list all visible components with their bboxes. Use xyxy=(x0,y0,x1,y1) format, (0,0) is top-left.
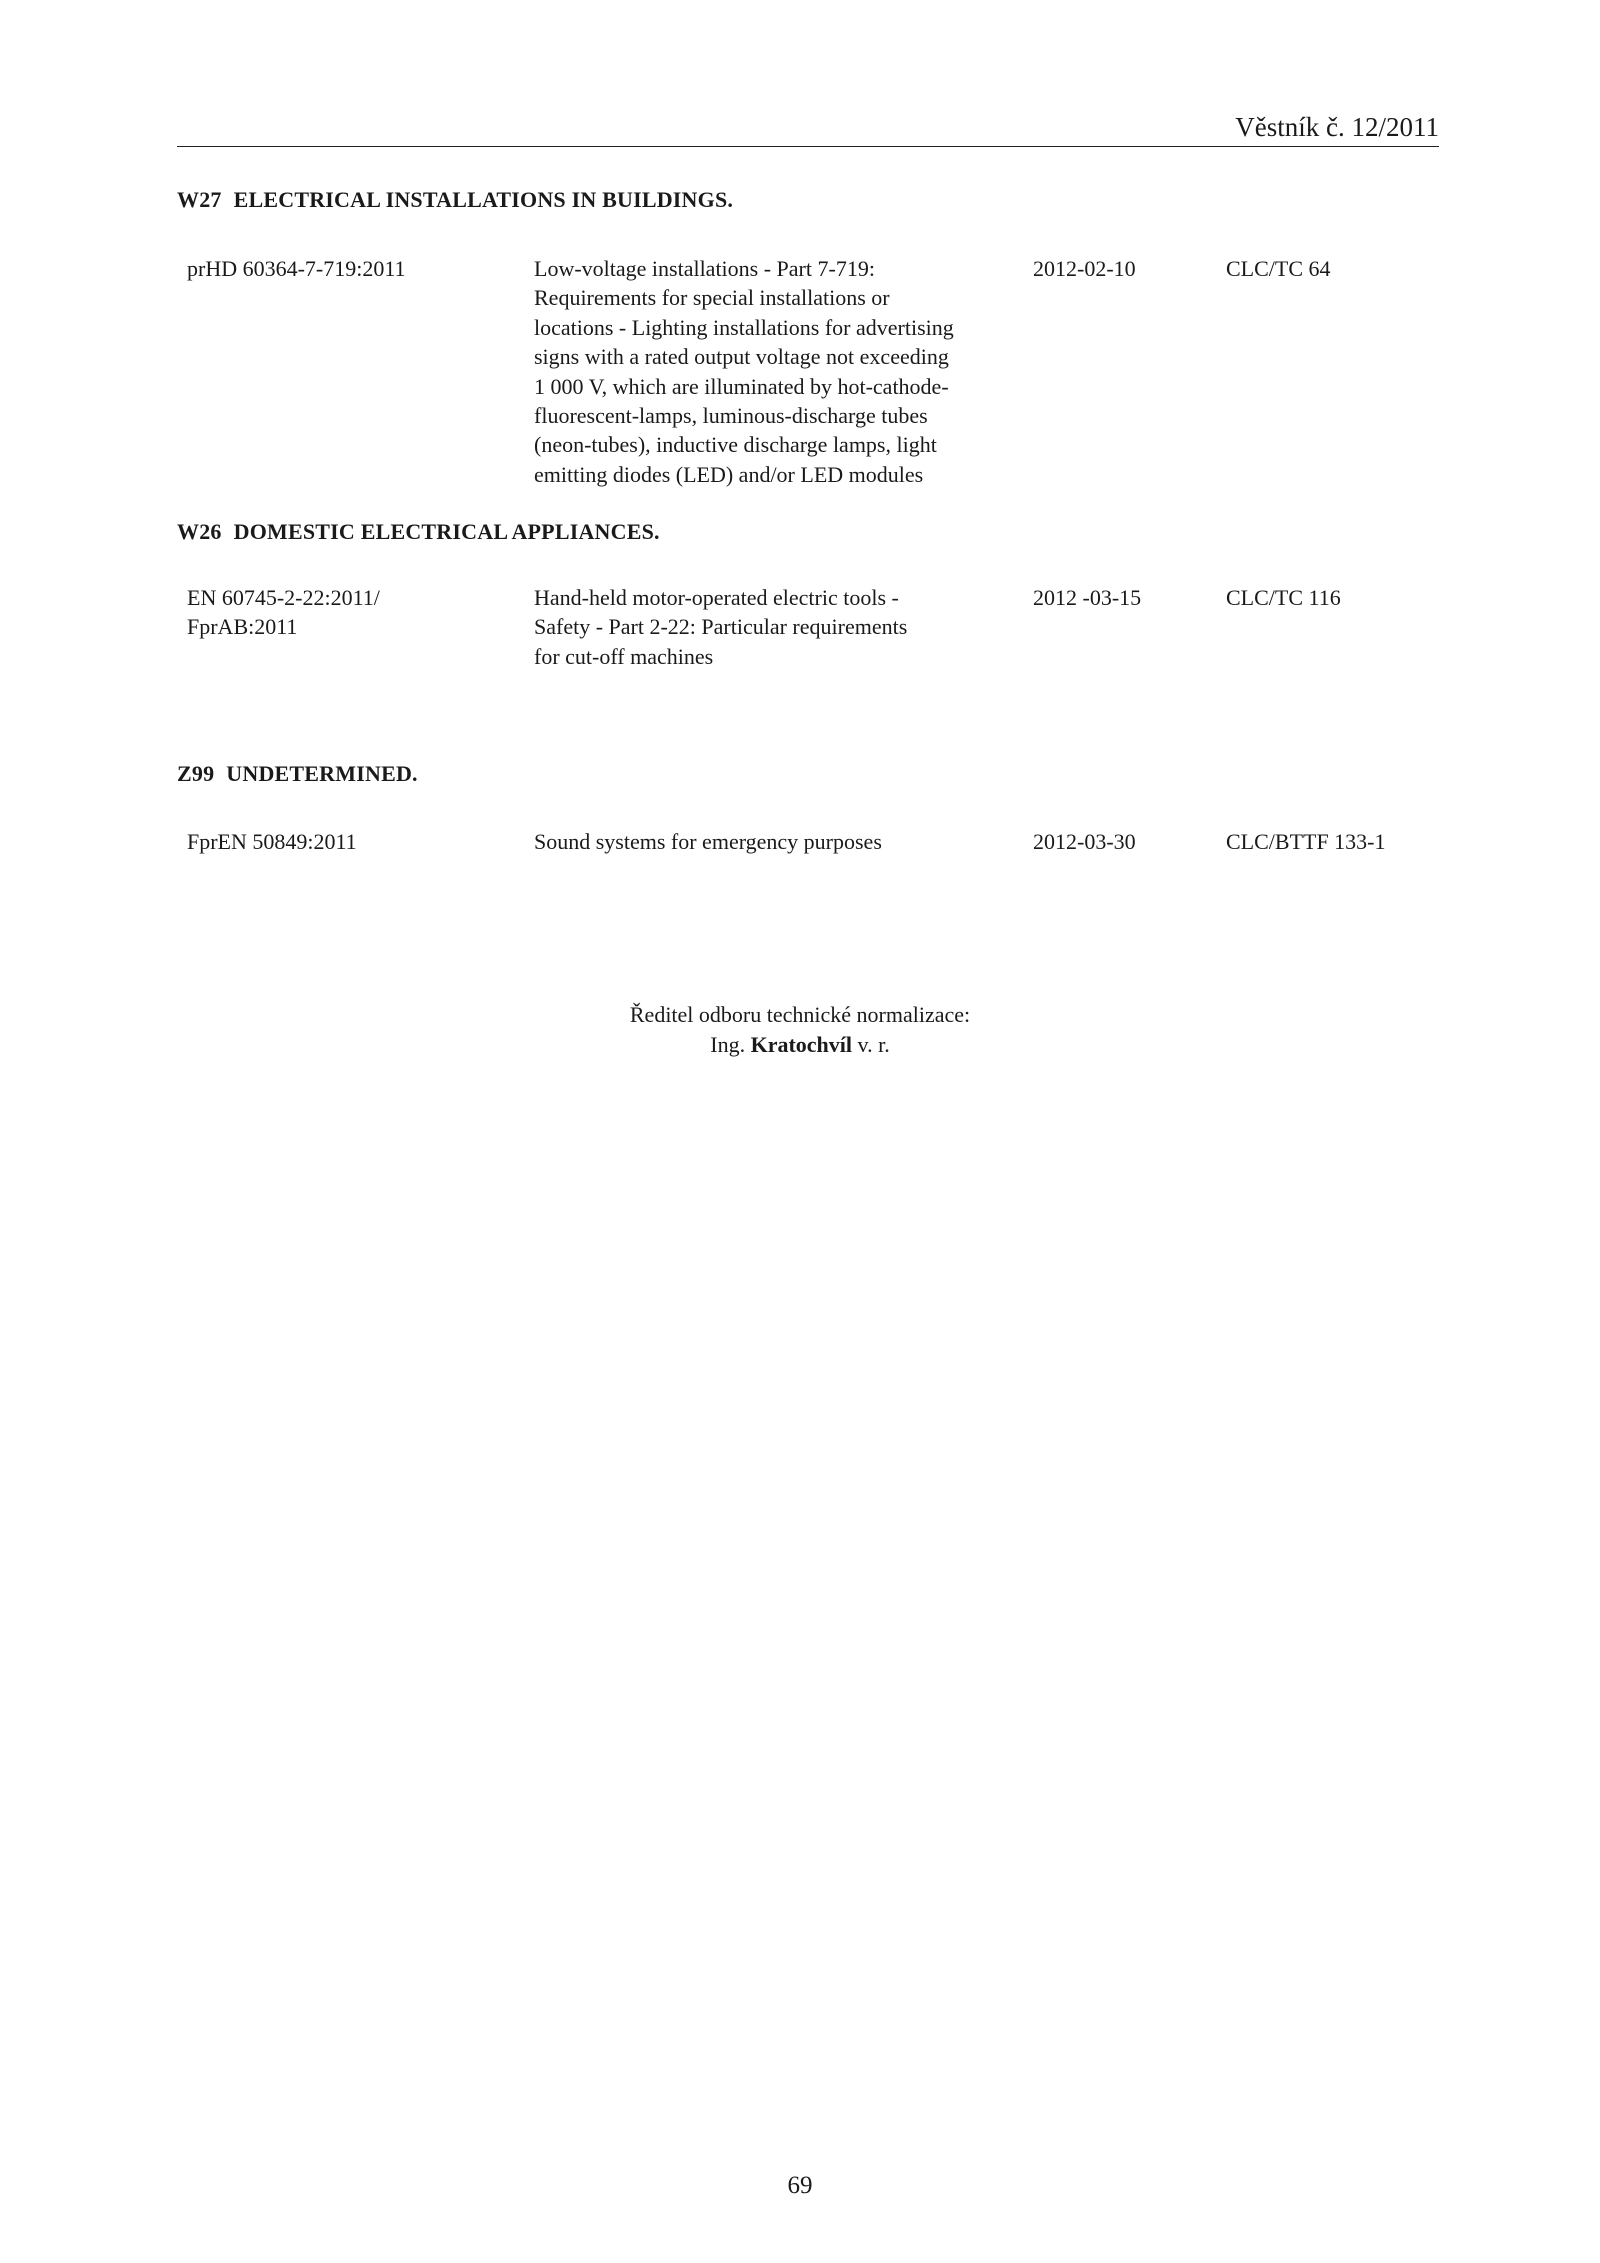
standard-title-line: Requirements for special installations or xyxy=(534,285,890,311)
section-heading-w26 xyxy=(177,518,660,546)
standard-title-line: (neon-tubes), inductive discharge lamps, light xyxy=(534,432,937,458)
vote-deadline-date: 2012-02-10 xyxy=(1033,256,1136,281)
section-code: W27 xyxy=(177,187,222,212)
section-code: W26 xyxy=(177,519,222,544)
signatory-prefix: Ing. xyxy=(710,1032,746,1057)
standard-title-line: signs with a rated output voltage not exceeding xyxy=(534,344,949,370)
signature-block xyxy=(0,1000,1600,1060)
standard-number-line: FprAB:2011 xyxy=(187,614,298,640)
standard-title-line: Low-voltage installations - Part 7-719: xyxy=(534,256,875,281)
technical-committee: CLC/TC 116 xyxy=(1226,585,1341,610)
signatory-suffix: v. r. xyxy=(857,1032,890,1057)
signatory-name: Kratochvíl xyxy=(750,1032,853,1057)
section-title: UNDETERMINED. xyxy=(226,761,418,786)
standard-title xyxy=(534,254,954,489)
standard-number-line: FprEN 50849:2011 xyxy=(187,829,357,854)
standard-title xyxy=(534,583,907,671)
signatory-role: Ředitel odboru technické normalizace: xyxy=(629,1002,971,1027)
standard-title-line: locations - Lighting installations for advertising xyxy=(534,314,954,340)
standard-title-line: Sound systems for emergency purposes xyxy=(534,829,882,854)
section-title: ELECTRICAL INSTALLATIONS IN BUILDINGS. xyxy=(233,187,734,212)
standard-title-line: for cut-off machines xyxy=(534,643,714,669)
signatory-name-line xyxy=(0,1030,1600,1060)
page-number: 69 xyxy=(787,2172,813,2199)
section-heading-w27 xyxy=(177,186,733,214)
standard-title-line: Hand-held motor-operated electric tools - xyxy=(534,585,899,610)
standard-title xyxy=(534,827,882,856)
standard-number-line: prHD 60364-7-719:2011 xyxy=(187,256,406,281)
page-header xyxy=(177,108,1439,147)
standard-title-line: 1 000 V, which are illuminated by hot-cathode- xyxy=(534,373,949,399)
section-title: DOMESTIC ELECTRICAL APPLIANCES. xyxy=(233,519,660,544)
standard-number xyxy=(187,254,406,283)
journal-issue-title: Věstník č. 12/2011 xyxy=(1235,112,1439,142)
standard-number xyxy=(187,827,357,856)
standard-title-line: fluorescent-lamps, luminous-discharge tubes xyxy=(534,403,928,429)
standard-title-line: Safety - Part 2-22: Particular requirements xyxy=(534,614,908,640)
vote-deadline-date: 2012-03-30 xyxy=(1033,829,1136,854)
technical-committee: CLC/TC 64 xyxy=(1226,256,1331,281)
section-heading-z99 xyxy=(177,760,418,788)
standard-title-line: emitting diodes (LED) and/or LED modules xyxy=(534,461,924,487)
vote-deadline-date: 2012 -03-15 xyxy=(1033,585,1142,610)
section-code: Z99 xyxy=(177,761,215,786)
standard-number xyxy=(187,583,380,642)
standard-number-line: EN 60745-2-22:2011/ xyxy=(187,585,380,610)
technical-committee: CLC/BTTF 133-1 xyxy=(1226,829,1386,854)
